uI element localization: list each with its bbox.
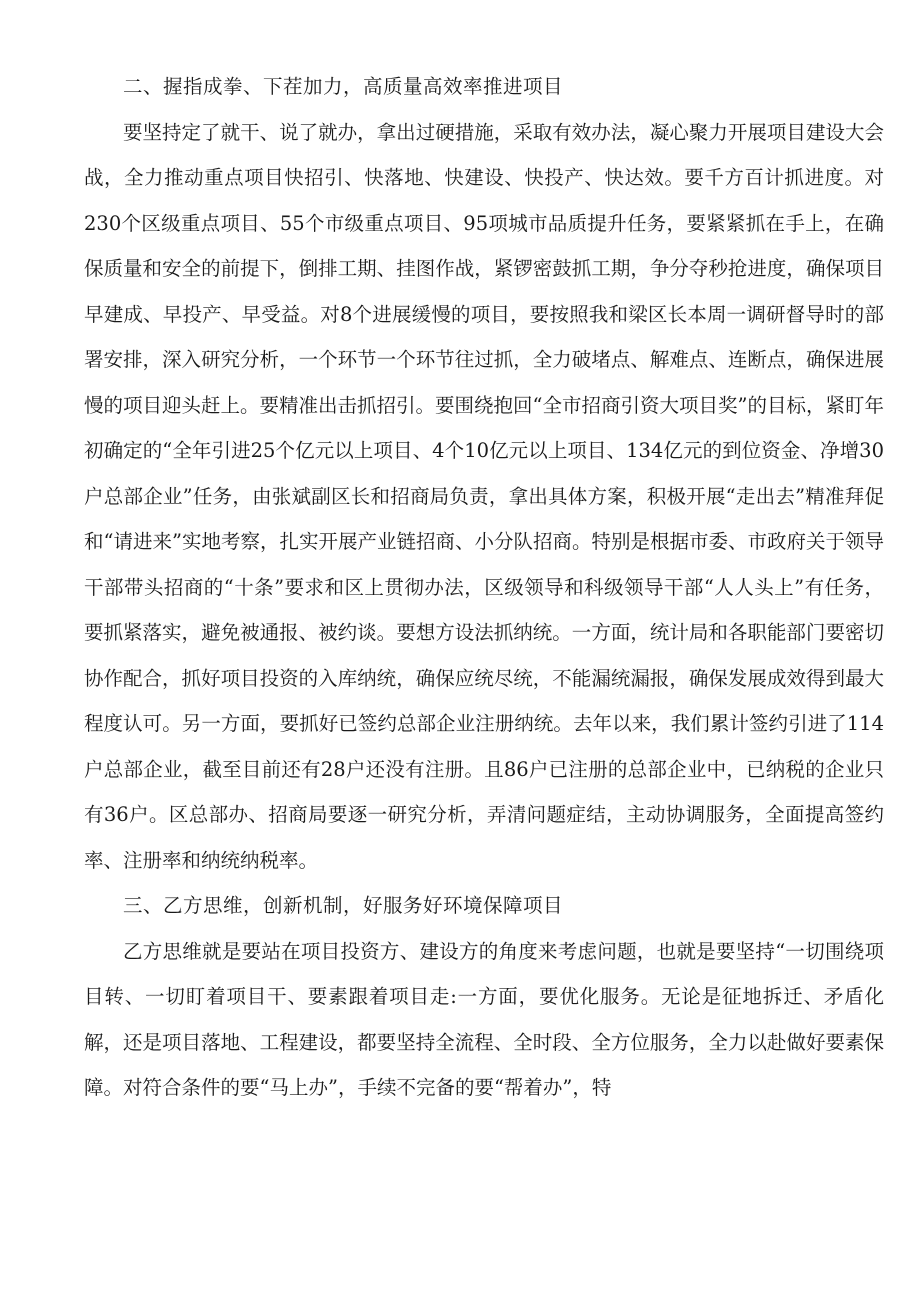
section-paragraph-two: 要坚持定了就干、说了就办，拿出过硬措施，采取有效办法，凝心聚力开展项目建设大会战，全力推动重点项目快招引、快落地、快建设、快投产、快达效。要千方百计抓进度。对230个区级重点项目、55个市级重点项目、95项城市品质提升任务，要紧紧抓在手上，在确保质量和安全的前提下，倒排工期、挂图作战，紧锣密鼓抓工期，争分夺秒抢进度，确保项目早建成、早投产、早受益。对8个进展缓慢的项目，要按照我和梁区长本周一调研督导时的部署安排，深入研究分析，一个环节一个环节往过抓，全力破堵点、解难点、连断点，确保进展慢的项目迎头赶上。要精准出击抓招引。要围绕抱回“全市招商引资大项目奖”的目标，紧盯年初确定的“全年引进25个亿元以上项目、4个10亿元以上项目、134亿元的到位资金、净增30户总部企业”任务，由张斌副区长和招商局负责，拿出具体方案，积极开展“走出去”精准拜促和“请进来”实地考察，扎实开展产业链招商、小分队招商。特别是根据市委、市政府关于领导干部带头招商的“十条”要求和区上贯彻办法，区级领导和科级领导干部“人人头上”有任务，要抓紧落实，避免被通报、被约谈。要想方设法抓纳统。一方面，统计局和各职能部门要密切协作配合，抓好项目投资的入库纳统，确保应统尽统，不能漏统漏报，确保发展成效得到最大程度认可。另一方面，要抓好已签约总部企业注册纳统。去年以来，我们累计签约引进了114户总部企业，截至目前还有28户还没有注册。且86户已注册的总部企业中，已纳税的企业只有36户。区总部办、招商局要逐一研究分析，弄清问题症结，主动协调服务，全面提高签约率、注册率和纳统纳税率。: [84, 120, 884, 872]
section-paragraph-three: 乙方思维就是要站在项目投资方、建设方的角度来考虑问题，也就是要坚持“一切围绕项目转、一切盯着项目干、要素跟着项目走:一方面，要优化服务。无论是征地拆迁、矛盾化解，还是项目落地、工程建设，都要坚持全流程、全时段、全方位服务，全力以赴做好要素保障。对符合条件的要“马上办”，手续不完备的要“帮着办”，特: [84, 939, 884, 1099]
section-heading-three: 三、乙方思维，创新机制，好服务好环境保障项目: [123, 894, 564, 917]
section-heading-two: 二、握指成拳、下茬加力，高质量高效率推进项目: [123, 75, 564, 98]
document-body: [84, 64, 884, 1111]
